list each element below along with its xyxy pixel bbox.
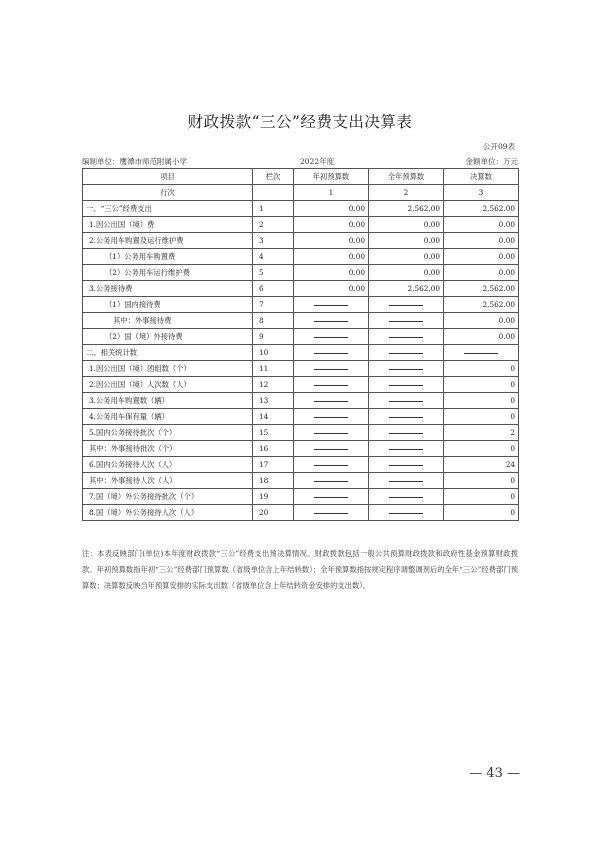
amount-cell-c1: 0.00 bbox=[294, 201, 369, 217]
amount-cell-c3: 0.00 bbox=[444, 233, 519, 249]
amount-cell-c1: 0.00 bbox=[294, 233, 369, 249]
not-applicable-cell bbox=[294, 313, 369, 329]
table-title: 财政拨款“三公”经费支出决算表 bbox=[187, 113, 413, 131]
row-line-number: 4 bbox=[253, 249, 294, 265]
row-item-label: 一、“三公”经费支出 bbox=[83, 201, 253, 217]
row-line-number: 9 bbox=[253, 329, 294, 345]
row-item-label: 其中：外事接待费 bbox=[83, 313, 253, 329]
not-applicable-cell bbox=[294, 409, 369, 425]
dash-mark bbox=[314, 513, 348, 514]
row-line-number: 12 bbox=[253, 377, 294, 393]
header-final-account: 决算数 bbox=[444, 169, 519, 185]
amount-cell-c3: 2 bbox=[444, 425, 519, 441]
amount-cell-c3: 0.00 bbox=[444, 329, 519, 345]
table-row bbox=[83, 329, 519, 345]
dash-mark bbox=[314, 417, 348, 418]
amount-cell-c2: 0.00 bbox=[369, 265, 444, 281]
row-item-label: （1）公务用车购置费 bbox=[83, 249, 253, 265]
dash-mark bbox=[389, 353, 423, 354]
not-applicable-cell bbox=[294, 345, 369, 361]
dash-mark bbox=[314, 433, 348, 434]
row-line-number: 6 bbox=[253, 281, 294, 297]
header-item: 项目 bbox=[83, 169, 253, 185]
index-no bbox=[253, 185, 294, 201]
table-row bbox=[83, 217, 519, 233]
row-line-number: 10 bbox=[253, 345, 294, 361]
dash-mark bbox=[389, 497, 423, 498]
row-item-label: 2.公务用车购置及运行维护费 bbox=[83, 233, 253, 249]
page-number: — 43 — bbox=[469, 766, 520, 781]
row-item-label: （1）国内接待费 bbox=[83, 297, 253, 313]
dash-mark bbox=[389, 417, 423, 418]
row-line-number: 11 bbox=[253, 361, 294, 377]
dash-mark bbox=[389, 465, 423, 466]
not-applicable-cell bbox=[294, 505, 369, 521]
row-item-label: 1.因公出国（境）费 bbox=[83, 217, 253, 233]
table-row bbox=[83, 505, 519, 521]
header-annual-budget: 全年预算数 bbox=[369, 169, 444, 185]
not-applicable-cell bbox=[369, 361, 444, 377]
amount-cell-c3: 0.00 bbox=[444, 313, 519, 329]
row-item-label: 6.国内公务接待人次（人） bbox=[83, 457, 253, 473]
not-applicable-cell bbox=[294, 457, 369, 473]
amount-cell-c2: 0.00 bbox=[369, 249, 444, 265]
table-row bbox=[83, 377, 519, 393]
index-c3: 3 bbox=[444, 185, 519, 201]
dash-mark bbox=[314, 305, 348, 306]
not-applicable-cell bbox=[294, 441, 369, 457]
dash-mark bbox=[314, 385, 348, 386]
not-applicable-cell bbox=[294, 361, 369, 377]
dash-mark bbox=[314, 401, 348, 402]
not-applicable-cell bbox=[294, 297, 369, 313]
not-applicable-cell bbox=[444, 345, 519, 361]
amount-cell-c1: 0.00 bbox=[294, 217, 369, 233]
row-item-label: 3.公务接待费 bbox=[83, 281, 253, 297]
amount-cell-c3: 0 bbox=[444, 441, 519, 457]
amount-cell-c3: 0.00 bbox=[444, 217, 519, 233]
row-line-number: 20 bbox=[253, 505, 294, 521]
amount-cell-c3: 0 bbox=[444, 409, 519, 425]
dash-mark bbox=[389, 337, 423, 338]
dash-mark bbox=[389, 433, 423, 434]
index-c2: 2 bbox=[369, 185, 444, 201]
table-meta bbox=[82, 156, 518, 166]
row-item-label: （2）公务用车运行维护费 bbox=[83, 265, 253, 281]
table-row bbox=[83, 425, 519, 441]
dash-mark bbox=[389, 513, 423, 514]
table-row bbox=[83, 297, 519, 313]
index-label: 行次 bbox=[83, 185, 253, 201]
row-item-label: 2.因公出国（境）人次数（人） bbox=[83, 377, 253, 393]
row-item-label: 其中：外事接待人次（人） bbox=[83, 473, 253, 489]
row-item-label: 7.国（境）外公务接待批次（个） bbox=[83, 489, 253, 505]
amount-cell-c3: 2,562.00 bbox=[444, 297, 519, 313]
row-item-label: 其中：外事接待批次（个） bbox=[83, 441, 253, 457]
table-row bbox=[83, 201, 519, 217]
amount-cell-c3: 0 bbox=[444, 505, 519, 521]
header-no: 栏次 bbox=[253, 169, 294, 185]
not-applicable-cell bbox=[369, 377, 444, 393]
not-applicable-cell bbox=[369, 473, 444, 489]
amount-cell-c2: 0.00 bbox=[369, 217, 444, 233]
header-initial-budget: 年初预算数 bbox=[294, 169, 369, 185]
dash-mark bbox=[389, 401, 423, 402]
dash-mark bbox=[314, 481, 348, 482]
not-applicable-cell bbox=[369, 441, 444, 457]
amount-cell-c3: 24 bbox=[444, 457, 519, 473]
row-item-label: 3.公务用车购置数（辆） bbox=[83, 393, 253, 409]
not-applicable-cell bbox=[369, 505, 444, 521]
amount-cell-c3: 2,562.00 bbox=[444, 201, 519, 217]
index-c1: 1 bbox=[294, 185, 369, 201]
dash-mark bbox=[389, 481, 423, 482]
not-applicable-cell bbox=[369, 329, 444, 345]
not-applicable-cell bbox=[294, 393, 369, 409]
table-row bbox=[83, 265, 519, 281]
row-line-number: 17 bbox=[253, 457, 294, 473]
amount-cell-c3: 0.00 bbox=[444, 265, 519, 281]
form-number: 公开09表 bbox=[482, 142, 515, 151]
row-line-number: 16 bbox=[253, 441, 294, 457]
dash-mark bbox=[314, 337, 348, 338]
table-row bbox=[83, 409, 519, 425]
not-applicable-cell bbox=[369, 489, 444, 505]
row-line-number: 8 bbox=[253, 313, 294, 329]
row-item-label: 5.国内公务接待批次（个） bbox=[83, 425, 253, 441]
amount-cell-c3: 0 bbox=[444, 473, 519, 489]
not-applicable-cell bbox=[369, 313, 444, 329]
amount-cell-c1: 0.00 bbox=[294, 249, 369, 265]
table-row bbox=[83, 489, 519, 505]
not-applicable-cell bbox=[369, 393, 444, 409]
dash-mark bbox=[389, 449, 423, 450]
row-item-label: 4.公务用车保有量（辆） bbox=[83, 409, 253, 425]
table-row bbox=[83, 393, 519, 409]
row-line-number: 7 bbox=[253, 297, 294, 313]
amount-cell-c2: 2,562.00 bbox=[369, 281, 444, 297]
amount-cell-c2: 0.00 bbox=[369, 233, 444, 249]
amount-cell-c3: 0 bbox=[444, 377, 519, 393]
amount-cell-c2: 2,562.00 bbox=[369, 201, 444, 217]
dash-mark bbox=[389, 385, 423, 386]
table-row bbox=[83, 345, 519, 361]
table-row bbox=[83, 249, 519, 265]
table-row bbox=[83, 361, 519, 377]
not-applicable-cell bbox=[369, 425, 444, 441]
amount-unit-label: 金额单位：万元 bbox=[465, 157, 518, 166]
dash-mark bbox=[314, 369, 348, 370]
table-footnote: 注：本表反映部门(单位)本年度财政拨款“三公”经费支出预决算情况。财政拨款包括一般公共预算财政拨款和政府性基金预算财政拨款。年初预算数指年初“三公”经费部门预算数（省级单位含上年结转数）；全年预算数指按规定程序调整调剂后的全年“三公”经费部门预算数；决算数反映当年预算安排的实际支出数（省级单位含上年结转资金安排的支出数）。 bbox=[82, 549, 518, 590]
row-line-number: 5 bbox=[253, 265, 294, 281]
row-line-number: 13 bbox=[253, 393, 294, 409]
not-applicable-cell bbox=[294, 329, 369, 345]
dash-mark bbox=[314, 465, 348, 466]
dash-mark bbox=[464, 353, 498, 354]
not-applicable-cell bbox=[294, 473, 369, 489]
row-item-label: 1.因公出国（境）团组数（个） bbox=[83, 361, 253, 377]
header-row bbox=[83, 169, 519, 185]
dash-mark bbox=[314, 449, 348, 450]
row-item-label: 8.国（境）外公务接待人次（人） bbox=[83, 505, 253, 521]
fiscal-year-label: 2022年度 bbox=[300, 157, 335, 166]
row-item-label: 二、相关统计数 bbox=[83, 345, 253, 361]
row-line-number: 3 bbox=[253, 233, 294, 249]
table-row bbox=[83, 457, 519, 473]
amount-cell-c1: 0.00 bbox=[294, 265, 369, 281]
row-line-number: 19 bbox=[253, 489, 294, 505]
table-row bbox=[83, 281, 519, 297]
row-line-number: 14 bbox=[253, 409, 294, 425]
amount-cell-c3: 0 bbox=[444, 361, 519, 377]
not-applicable-cell bbox=[369, 345, 444, 361]
dash-mark bbox=[389, 321, 423, 322]
row-line-number: 15 bbox=[253, 425, 294, 441]
not-applicable-cell bbox=[369, 409, 444, 425]
dash-mark bbox=[314, 497, 348, 498]
amount-cell-c3: 0 bbox=[444, 489, 519, 505]
not-applicable-cell bbox=[369, 297, 444, 313]
not-applicable-cell bbox=[294, 489, 369, 505]
not-applicable-cell bbox=[369, 457, 444, 473]
amount-cell-c3: 2,562.00 bbox=[444, 281, 519, 297]
dash-mark bbox=[314, 353, 348, 354]
table-row bbox=[83, 233, 519, 249]
table-row bbox=[83, 313, 519, 329]
table-row bbox=[83, 441, 519, 457]
row-line-number: 1 bbox=[253, 201, 294, 217]
expenditure-table bbox=[82, 168, 519, 521]
index-row bbox=[83, 185, 519, 201]
dash-mark bbox=[389, 369, 423, 370]
amount-cell-c3: 0 bbox=[444, 393, 519, 409]
not-applicable-cell bbox=[294, 425, 369, 441]
amount-cell-c1: 0.00 bbox=[294, 281, 369, 297]
not-applicable-cell bbox=[294, 377, 369, 393]
row-line-number: 2 bbox=[253, 217, 294, 233]
dash-mark bbox=[314, 321, 348, 322]
table-row bbox=[83, 473, 519, 489]
row-item-label: （2）国（境）外接待费 bbox=[83, 329, 253, 345]
organization-label: 编制单位：鹰潭市师范附属小学 bbox=[82, 157, 187, 166]
amount-cell-c3: 0.00 bbox=[444, 249, 519, 265]
row-line-number: 18 bbox=[253, 473, 294, 489]
dash-mark bbox=[389, 305, 423, 306]
